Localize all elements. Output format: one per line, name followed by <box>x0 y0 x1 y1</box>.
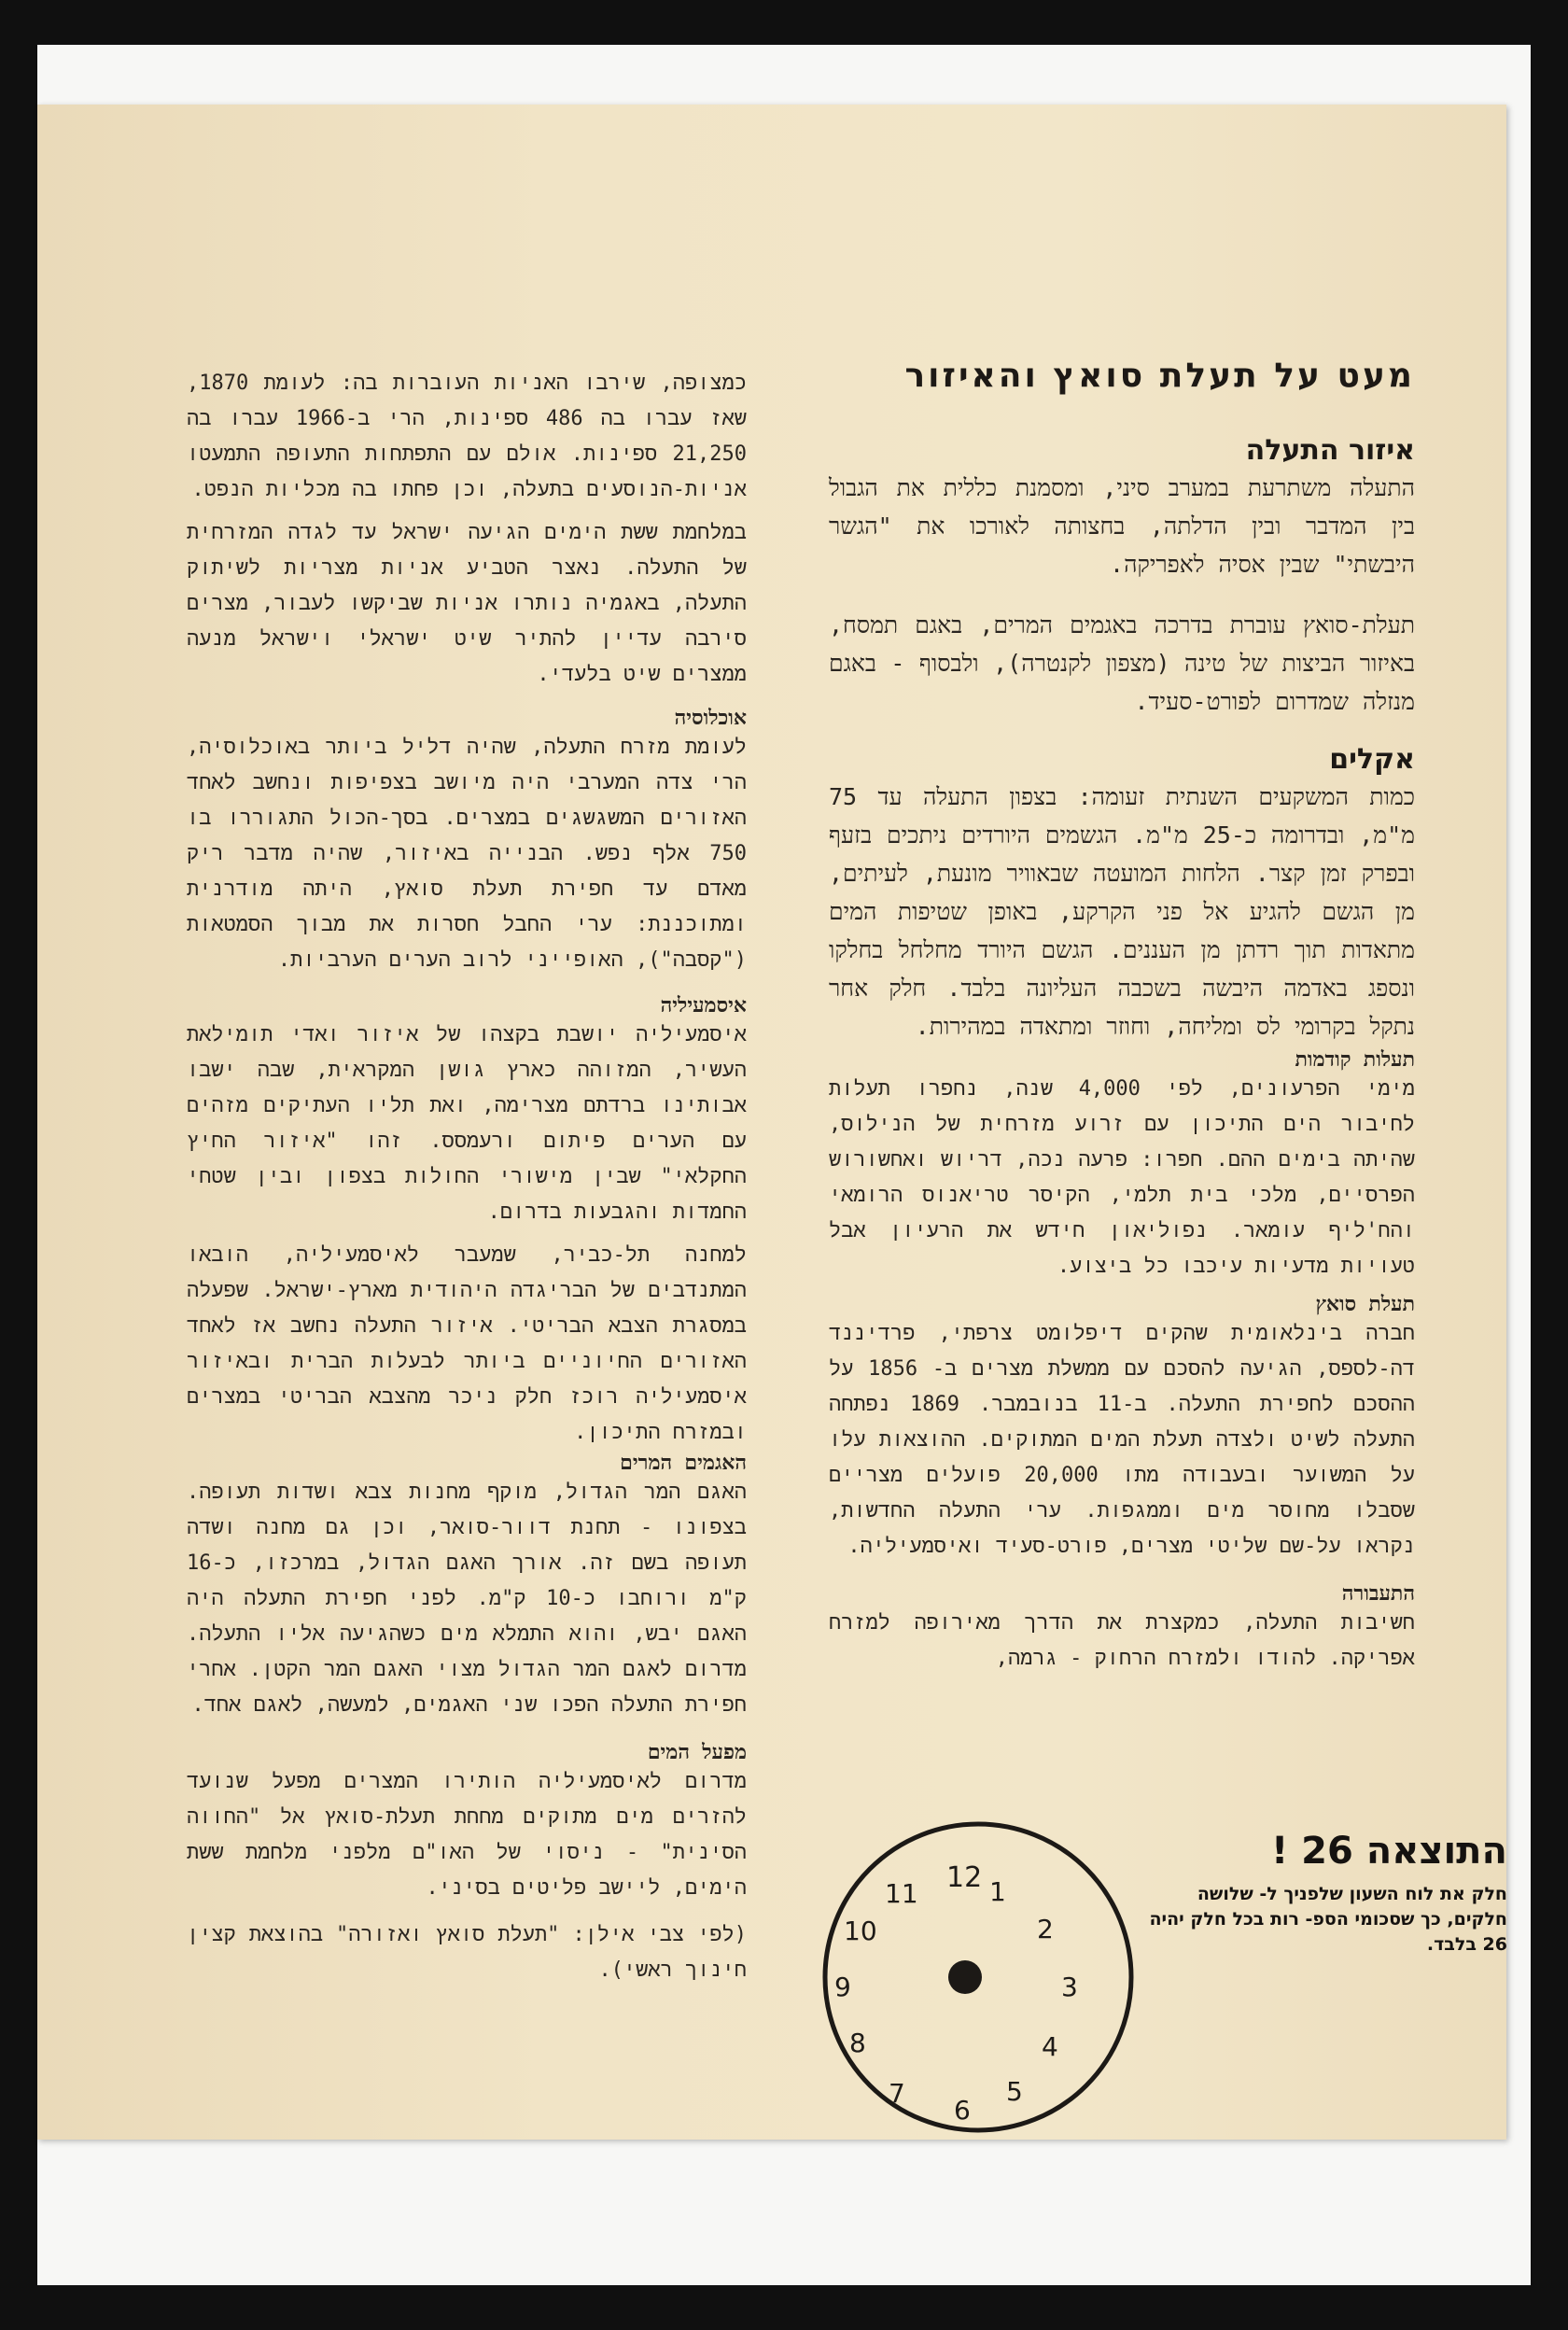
six-day-war-paragraph: במלחמת ששת הימים הגיעה ישראל עד לגדה המזרחית של התעלה. נאצר הטביע אניות מצריות לשיתוק התעלה, באגמיה נותרו אניות שביקשו לעבור, מצרים סירבה עדיין להתיר שיט ישראלי וישראל מנעה ממצרים שיט בלעדי. <box>187 521 747 686</box>
ismailia-heading: איסמעיליה <box>660 994 747 1018</box>
canal-area-heading: איזור התעלה <box>1245 434 1415 467</box>
ancient-canals-heading: תעלות קודמות <box>1295 1048 1415 1072</box>
ismailia-paragraph-1: איסמעיליה יושבת בקצהו של איזור ואדי תומילאת העשיר, המזוהה כארץ גושן המקראית, שבה ישבו אבותינו ברדתם מצרימה, ואת תליו העתיקים מזהים עם הערים פיתום ורעמסס. זהו "איזור החיץ החקלאי" שבין מישורי החולות בצפון ובין שטחי החמדות והגבעות בדרום. <box>187 1023 747 1224</box>
bitter-lakes-paragraph: האגם המר הגדול, מוקף מחנות צבא ושדות תעופה. בצפונו - תחנת דוור-סואר, וכן גם מחנה ושדה תעופה בשם זה. אורך האגם הגדול, במרכזו, כ-16 ק"מ ורוחבו כ-10 ק"מ. לפני חפירת התעלה היה האגם יבש, והוא התמלא מים כשהגיעה אליו התעלה. מדרום לאגם המר הגדול מצוי האגם המר הקטן. אחרי חפירת התעלה הפכו שני האגמים, למעשה, לאגם אחד. <box>187 1481 747 1717</box>
document-page <box>37 105 1506 2140</box>
traffic-continuation: כמצופה, שירבו האניות העוברות בה: לעומת 1870, שאז עברו בה 486 ספינות, הרי ב-1966 עברו בה 21,250 ספינות. אולם עם התפתחות התעופה התמעטו אניות-הנוסעים בתעלה, וכן פחתו בה מכליות הנפט. <box>187 372 747 501</box>
left-column <box>187 366 747 1996</box>
clock-number-1: 1 <box>989 1876 1006 1907</box>
clock-number-6: 6 <box>954 2095 971 2126</box>
right-column <box>829 357 1415 1684</box>
water-works-paragraph: מדרום לאיסמעיליה הותירו המצרים מפעל שנועד להזרים מים מתוקים מחחת תעלת-סואץ אל "החווה הסינית" - ניסוי של האו"ם מלפני מלחמת ששת הימים, ליישב פליטים בסיני. <box>187 1770 747 1900</box>
suez-canal-paragraph: חברה בינלאומית שהקים דיפלומט צרפתי, פרדיננד דה-לספס, הגיעה להסכם עם ממשלת מצרים ב- 1856 על ההסכם לחפירת התעלה. ב-11 בנובמבר. 1869 נפתחה התעלה לשיט ולצדה תעלת המים המתוקים. ההוצאות עלו על המשוער ובעבודה מתו 20,000 פועלים מצריים שסבלו מחוסר מים וממגפות. ערי התעלה החדשות, נקראו על-שם שליטי מצרים, פורט-סעיד ואיסמעיליה. <box>829 1322 1415 1558</box>
population-heading: אוכלוסיה <box>674 707 747 730</box>
article-title: מעט על תעלת סואץ והאיזור <box>904 357 1415 395</box>
climate-paragraph: כמות המשקעים השנתית זעומה: בצפון התעלה עד 75 מ"מ, ובדרומה כ-25 מ"מ. הגשמים היורדים ניתכים בזעף ובפרק זמן קצר. הלחות המועטה שבאוויר מונעת, לעיתים, מן הגשם להגיע אל פני הקרקע, באופן שטיפות המים מתאדות תוך רדתן מן העננים. הגשם היורד מחלחל בחלקו ונספג באדמה היבשה בשכבה העליונה בלבד. חלק אחר נתקל בקרומי לס ומליחה, וחוזר ומתאדה במהירות. <box>829 783 1415 1040</box>
clock-number-5: 5 <box>1006 2076 1023 2107</box>
climate-heading: אקלים <box>1329 743 1415 776</box>
source-citation: (לפי צבי אילן: "תעלת סואץ ואזורה" בהוצאת קצין חינוך ראשי). <box>187 1923 747 1982</box>
clock-number-9: 9 <box>834 1972 851 2002</box>
ancient-canals-paragraph: מימי הפרעונים, לפי 4,000 שנה, נחפרו תעלות לחיבור הים התיכון עם זרוע מזרחית של הנילוס, שהיתה בימים ההם. חפרו: פרעה נכה, דריוש ואחשורוש הפרסיים, מלכי בית תלמי, הקיסר טריאנוס הרומאי והח'ליף עומאר. נפוליאון חידש את הרעיון אבל טעויות מדעיות עיכבו כל ביצוע. <box>829 1077 1416 1278</box>
clock-number-10: 10 <box>844 1916 877 1946</box>
clock-number-12: 12 <box>946 1861 983 1894</box>
clock-center-dot <box>948 1960 982 1994</box>
ismailia-paragraph-2: למחנה תל-כביר, שמעבר לאיסמעיליה, הובאו המתנדבים של הבריגדה היהודית מארץ-ישראל. שפעלה במסגרת הצבא הבריטי. איזור התעלה נחשב אז לאחד האזורים החיוניים ביותר לבעלות הברית ובאיזור איסמעיליה רוכז חלק ניכר מהצבא הבריטי במצרים ובמזרח התיכון. <box>187 1243 747 1444</box>
clock-number-3: 3 <box>1061 1972 1078 2002</box>
clock-number-8: 8 <box>849 2028 866 2058</box>
population-paragraph: לעומת מזרח התעלה, שהיה דליל ביותר באוכלוסיה, הרי צדה המערבי היה מיושב בצפיפות ונחשב לאחד האזורים המשגשגים במצרים. בסך-הכול התגוררו בו 750 אלף נפש. הבנייה באיזור, שהיה מדבר ריק מאדם עד חפירת תעלת סואץ, היתה מודרנית ומתוכננת: ערי החבל חסרות את מבוך הסמטאות ("קסבה"), האופייני לרוב הערים הערביות. <box>187 736 747 972</box>
clock-number-2: 2 <box>1037 1914 1054 1944</box>
canal-area-paragraph-2: תעלת-סואץ עוברת בדרכה באגמים המרים, באגם תמסח, באיזור הביצות של טינה (מצפון לקנטרה), ולבסוף - באגם מנזלה שמדרום לפורט-סעיד. <box>829 611 1415 715</box>
clock-puzzle <box>819 1818 1137 2136</box>
traffic-heading: התעבורה <box>1341 1582 1415 1606</box>
suez-canal-heading: תעלת סואץ <box>1315 1293 1415 1316</box>
puzzle-instructions: חלק את לוח השעון שלפניך ל- שלושה חלקים, כך שסכומי הספ- רות בכל חלק יהיה 26 בלבד. <box>1149 1884 1507 1955</box>
clock-number-7: 7 <box>889 2078 905 2109</box>
puzzle-title: התוצאה 26 ! <box>1270 1830 1507 1873</box>
bitter-lakes-heading: האגמים המרים <box>620 1452 747 1475</box>
puzzle-box <box>1134 1830 1507 1958</box>
traffic-paragraph: חשיבות התעלה, כמקצרת את הדרך מאירופה למזרח אפריקה. להודו ולמזרח הרחוק - גרמה, <box>829 1611 1415 1670</box>
canal-area-paragraph-1: התעלה משתרעת במערב סיני, ומסמנת כללית את הגבול בין המדבר ובין הדלתה, בחצותה לאורכו את "הגשר היבשתי" שבין אסיה לאפריקה. <box>829 474 1415 578</box>
clock-number-4: 4 <box>1042 2031 1058 2062</box>
water-works-heading: מפעל המים <box>647 1741 747 1764</box>
clock-number-11: 11 <box>885 1878 918 1909</box>
